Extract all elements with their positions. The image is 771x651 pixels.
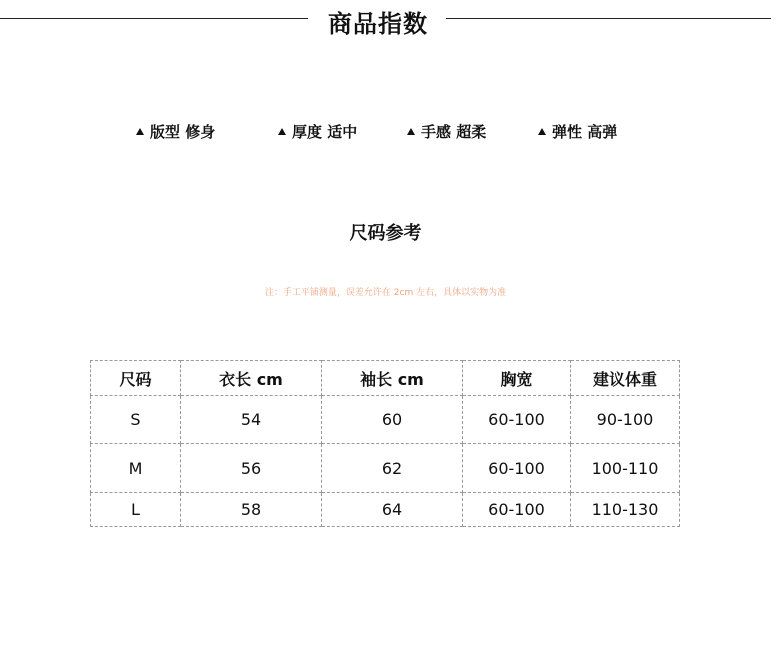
attribute-label: 厚度 适中 [292,123,358,141]
header-rule-left [0,18,308,19]
triangle-up-icon [278,128,286,135]
table-cell: 100-110 [571,444,680,493]
page-title: 商品指数 [328,10,428,38]
table-cell: M [91,444,181,493]
size-table [90,360,680,527]
triangle-up-icon [136,128,144,135]
table-cell: 58 [181,493,322,527]
table-cell: 64 [322,493,463,527]
attribute-elasticity [538,120,617,144]
column-header: 袖长 cm [322,361,463,396]
table-cell: 56 [181,444,322,493]
column-header: 建议体重 [571,361,680,396]
header-rule-right [446,18,771,19]
column-header: 尺码 [91,361,181,396]
triangle-up-icon [538,128,546,135]
table-row [91,396,680,444]
table-cell: S [91,396,181,444]
attribute-label: 手感 超柔 [421,123,487,141]
table-cell: 60 [322,396,463,444]
triangle-up-icon [407,128,415,135]
table-cell: 60-100 [463,493,571,527]
product-attributes [0,120,771,144]
attribute-fit [136,120,215,144]
table-row [91,493,680,527]
table-cell: 60-100 [463,444,571,493]
table-cell: 110-130 [571,493,680,527]
attribute-label: 版型 修身 [150,123,216,141]
table-cell: 90-100 [571,396,680,444]
measurement-note: 注：手工平铺测量，误差允许在 2cm 左右，具体以实物为准 [264,288,507,298]
column-header: 胸宽 [463,361,571,396]
table-row [91,444,680,493]
attribute-feel [407,120,486,144]
table-cell: 54 [181,396,322,444]
table-cell: L [91,493,181,527]
table-cell: 62 [322,444,463,493]
size-section-title: 尺码参考 [349,223,422,244]
column-header: 衣长 cm [181,361,322,396]
table-header-row [91,361,680,396]
attribute-label: 弹性 高弹 [552,123,618,141]
table-cell: 60-100 [463,396,571,444]
attribute-thickness [278,120,357,144]
